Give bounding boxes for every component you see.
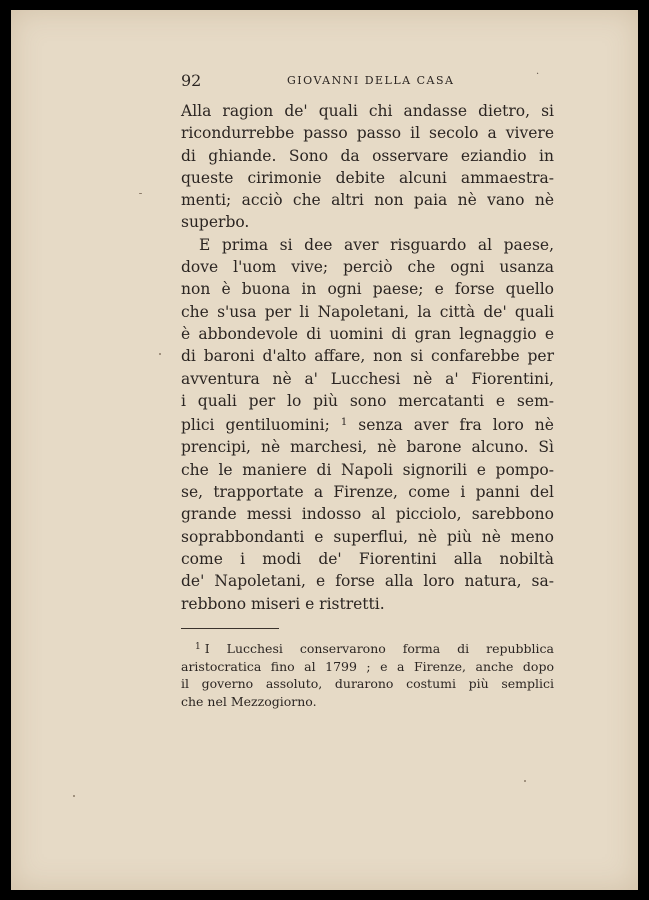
text-line: se, trapportate a Firenze, come i panni del [181, 483, 554, 502]
running-title: GIOVANNI DELLA CASA [287, 74, 455, 87]
text-line-with-footnote-ref [181, 412, 554, 436]
page-number: 92 [181, 71, 202, 90]
text-line: i quali per lo più sono mercatanti e sem- [181, 391, 554, 410]
text-line: menti; acciò che altri non paia nè vano nè [181, 191, 554, 210]
text-segment: plici gentiluomini; [181, 416, 330, 435]
text-line: Alla ragion de' quali chi andasse dietro, si [181, 102, 554, 120]
paragraph-start-line: E prima si dee aver risguardo al paese, [199, 235, 554, 254]
text-line: che s'usa per li Napoletani, la città de' quali [181, 302, 554, 321]
footnote-rule [181, 628, 279, 629]
body-text [181, 100, 554, 615]
text-line: soprabbondanti e superflui, nè più nè meno [181, 527, 554, 546]
paper-speck [139, 193, 142, 194]
footnote-line [181, 639, 554, 658]
footnote-text: I Lucchesi conservarono forma di repubblica [204, 641, 554, 656]
text-line: de' Napoletani, e forse alla loro natura, sa- [181, 572, 554, 591]
text-line: come i modi de' Fiorentini alla nobiltà [181, 549, 554, 568]
text-line: superbo. [181, 213, 250, 232]
text-line: queste cirimonie debite alcuni ammaestra- [181, 168, 554, 187]
paper-speck [524, 780, 526, 782]
text-line: prencipi, nè marchesi, nè barone alcuno. Sì [181, 438, 554, 457]
page-header [181, 71, 541, 93]
paper-speck [159, 353, 161, 355]
header-speck: · [536, 69, 540, 80]
text-line: dove l'uom vive; perciò che ogni usanza [181, 258, 554, 277]
text-line: che le maniere di Napoli signorili e pompo- [181, 460, 554, 479]
footnote [181, 639, 554, 710]
text-line: grande messi indosso al picciolo, sarebbono [181, 505, 554, 524]
text-line: rebbono miseri e ristretti. [181, 594, 385, 613]
footnote-line: aristocratica fino al 1799 ; e a Firenze, anche dopo [181, 658, 554, 674]
footnote-line: il governo assoluto, durarono costumi più semplici [181, 676, 554, 691]
footnote-line: che nel Mezzogiorno. [181, 693, 317, 709]
footnote-reference: 1 [340, 417, 348, 429]
text-line: di ghiande. Sono da osservare eziandio in [181, 146, 554, 165]
text-line: non è buona in ogni paese; e forse quello [181, 280, 554, 299]
text-line: avventura nè a' Lucchesi nè a' Fiorentini, [181, 369, 554, 388]
book-page [11, 10, 638, 890]
text-line: è abbondevole di uomini di gran legnaggio e [181, 324, 554, 343]
text-segment: senza aver fra loro nè [358, 416, 554, 435]
paper-speck [73, 795, 75, 797]
footnote-marker: 1 [195, 642, 201, 652]
text-line: di baroni d'alto affare, non si confarebbe per [181, 347, 554, 366]
text-line: ricondurrebbe passo passo il secolo a vivere [181, 124, 554, 143]
